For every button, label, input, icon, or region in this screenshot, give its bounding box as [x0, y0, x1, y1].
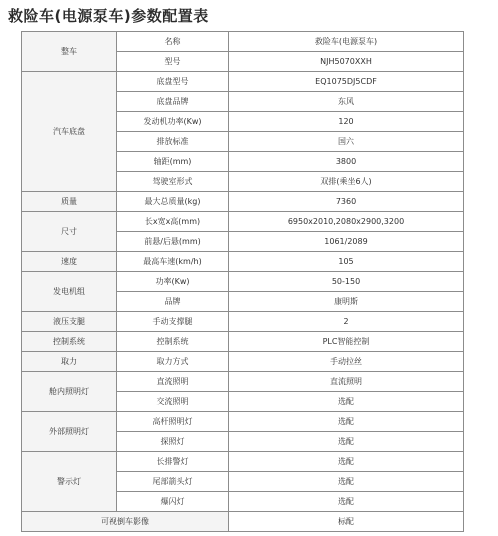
parameter-name-cell: 爆闪灯 [117, 492, 229, 512]
parameter-name-cell: 长x宽x高(mm) [117, 212, 229, 232]
parameter-name-cell: 最大总质量(kg) [117, 192, 229, 212]
parameter-value-cell: 直流照明 [229, 372, 464, 392]
parameter-value-cell: 选配 [229, 472, 464, 492]
parameter-name-cell: 长排警灯 [117, 452, 229, 472]
parameter-name-cell: 功率(Kw) [117, 272, 229, 292]
table-row [22, 32, 464, 52]
category-cell: 可视倒车影像 [22, 512, 229, 532]
parameter-name-cell: 品牌 [117, 292, 229, 312]
parameter-value-cell: NJH5070XXH [229, 52, 464, 72]
parameter-value-cell: 国六 [229, 132, 464, 152]
table-row [22, 512, 464, 532]
parameter-value-cell: 105 [229, 252, 464, 272]
page-title: 救险车(电源泵车)参数配置表 [8, 7, 209, 25]
parameter-value-cell: 6950x2010,2080x2900,3200 [229, 212, 464, 232]
spec-table [21, 31, 464, 532]
parameter-name-cell: 取力方式 [117, 352, 229, 372]
parameter-value-cell: 双排(乘坐6人) [229, 172, 464, 192]
parameter-value-cell: 选配 [229, 432, 464, 452]
category-cell: 液压支腿 [22, 312, 117, 332]
parameter-name-cell: 排放标准 [117, 132, 229, 152]
category-cell: 速度 [22, 252, 117, 272]
category-cell: 外部照明灯 [22, 412, 117, 452]
table-row [22, 372, 464, 392]
parameter-value-cell: 康明斯 [229, 292, 464, 312]
parameter-name-cell: 最高车速(km/h) [117, 252, 229, 272]
table-row [22, 332, 464, 352]
category-cell: 整车 [22, 32, 117, 72]
parameter-value-cell: 1061/2089 [229, 232, 464, 252]
table-row [22, 252, 464, 272]
parameter-name-cell: 高杆照明灯 [117, 412, 229, 432]
parameter-name-cell: 底盘品牌 [117, 92, 229, 112]
category-cell: 尺寸 [22, 212, 117, 252]
parameter-name-cell: 轴距(mm) [117, 152, 229, 172]
parameter-name-cell: 底盘型号 [117, 72, 229, 92]
category-cell: 警示灯 [22, 452, 117, 512]
parameter-name-cell: 前悬/后悬(mm) [117, 232, 229, 252]
parameter-name-cell: 控制系统 [117, 332, 229, 352]
parameter-value-cell: 手动拉丝 [229, 352, 464, 372]
parameter-value-cell: 东风 [229, 92, 464, 112]
parameter-value-cell: 选配 [229, 492, 464, 512]
parameter-name-cell: 直流照明 [117, 372, 229, 392]
parameter-value-cell: 7360 [229, 192, 464, 212]
table-row [22, 412, 464, 432]
parameter-value-cell: 选配 [229, 392, 464, 412]
parameter-value-cell: 120 [229, 112, 464, 132]
spec-table-body [22, 32, 464, 532]
parameter-name-cell: 发动机功率(Kw) [117, 112, 229, 132]
category-cell: 控制系统 [22, 332, 117, 352]
parameter-value-cell: PLC智能控制 [229, 332, 464, 352]
parameter-name-cell: 探照灯 [117, 432, 229, 452]
parameter-value-cell: 标配 [229, 512, 464, 532]
category-cell: 舱内照明灯 [22, 372, 117, 412]
table-row [22, 192, 464, 212]
parameter-value-cell: 3800 [229, 152, 464, 172]
parameter-value-cell: 选配 [229, 452, 464, 472]
parameter-name-cell: 型号 [117, 52, 229, 72]
table-row [22, 312, 464, 332]
parameter-value-cell: EQ1075DJ5CDF [229, 72, 464, 92]
category-cell: 汽车底盘 [22, 72, 117, 192]
parameter-value-cell: 50-150 [229, 272, 464, 292]
parameter-name-cell: 驾驶室形式 [117, 172, 229, 192]
table-row [22, 452, 464, 472]
parameter-value-cell: 救险车(电源泵车) [229, 32, 464, 52]
category-cell: 发电机组 [22, 272, 117, 312]
category-cell: 质量 [22, 192, 117, 212]
table-row [22, 352, 464, 372]
parameter-name-cell: 交流照明 [117, 392, 229, 412]
parameter-name-cell: 尾部箭头灯 [117, 472, 229, 492]
category-cell: 取力 [22, 352, 117, 372]
parameter-name-cell: 手动支撑腿 [117, 312, 229, 332]
table-row [22, 272, 464, 292]
table-row [22, 212, 464, 232]
parameter-value-cell: 2 [229, 312, 464, 332]
table-row [22, 72, 464, 92]
parameter-value-cell: 选配 [229, 412, 464, 432]
parameter-name-cell: 名称 [117, 32, 229, 52]
